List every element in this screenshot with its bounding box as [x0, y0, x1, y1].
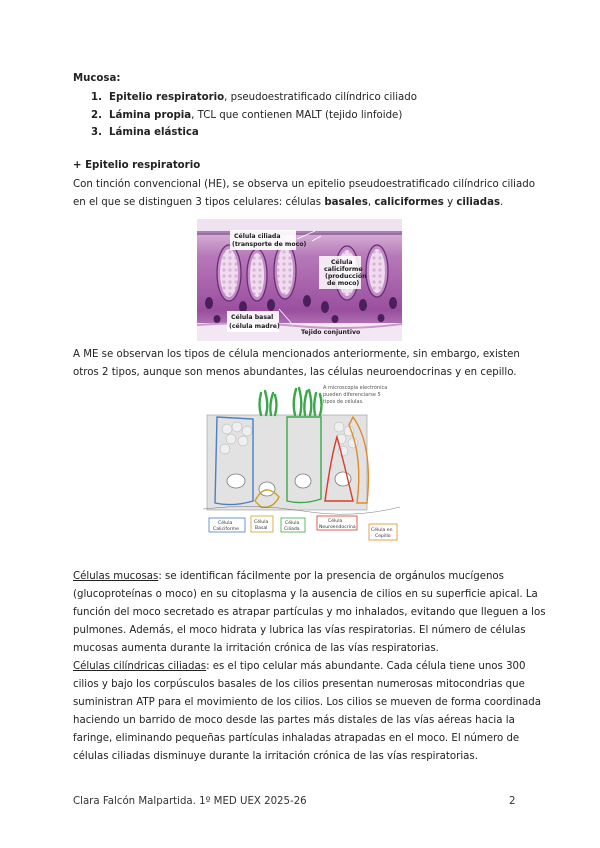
label-caliciforme: caliciforme [324, 266, 363, 273]
paragraph-line: suministran ATP para el movimiento de los cilios. Los cilios se mueven de forma coordinada [73, 697, 541, 708]
paragraph-line: otros 2 tipos, aunque son menos abundantes, las células neuroendocrinas y en cepillo. [73, 367, 517, 378]
label-celula-caliciforme: Célula [331, 259, 353, 266]
bold-term: ciliadas [456, 197, 501, 208]
label-em-caliciforme-2: Caliciforme [213, 527, 239, 532]
em-cell-diagram [203, 385, 400, 545]
label-em-ciliada-1: Célula [285, 521, 300, 526]
label-em-caliciforme-1: Célula [218, 521, 233, 526]
paragraph-line: mucosas aumenta durante la irritación crónica de las vías respiratorias. [73, 643, 439, 654]
list-number: 3. [91, 127, 102, 138]
label-em-basal-1: Célula [254, 520, 269, 525]
list-item [73, 124, 417, 142]
term-celulas-mucosas: Células mucosas [73, 571, 159, 582]
paragraph-line [73, 568, 504, 586]
text-span: : es el tipo celular más abundante. Cada célula tiene unos 300 [206, 661, 526, 672]
bold-term: caliciformes [374, 197, 444, 208]
paragraph-line: faringe, eliminando pequeñas partículas inhaladas atrapadas en el moco. El número de [73, 733, 520, 744]
paragraph-line: A ME se observan los tipos de célula mencionados anteriormente, sin embargo, existen [73, 349, 520, 360]
label-de-moco: de moco) [327, 280, 360, 287]
paragraph-line: células ciliadas disminuye durante la irritación crónica de las vías respiratorias. [73, 751, 478, 762]
text-span: en el que se distinguen 3 tipos celulares: células [73, 197, 325, 208]
label-em-ciliada-2: Ciliada [284, 527, 300, 532]
label-celula-basal: Célula basal [231, 314, 274, 321]
list-item [73, 89, 417, 107]
paragraph-line [73, 658, 526, 676]
text-span: , [367, 197, 375, 208]
label-produccion: (producción [325, 273, 367, 280]
paragraph-line: cilios y bajo los corpúsculos basales de los cilios presentan numerosas mitocondrias que [73, 679, 525, 690]
label-em-cepillo-1: Célula en [371, 528, 393, 533]
list-item-bold: Lámina propia [109, 109, 192, 121]
paragraph-line: haciendo un barrido de moco desde las partes más distales de las vías aéreas hacia la [73, 715, 515, 726]
list-number: 1. [91, 92, 102, 103]
label-em-cepillo-2: Cepillo [375, 534, 391, 539]
text-span: : se identifican fácilmente por la presencia de orgánulos mucígenos [158, 571, 504, 582]
paragraph-line: Con tinción convencional (HE), se observa un epitelio pseudoestratificado cilíndrico ciliado [73, 179, 535, 190]
mucosa-list [73, 89, 417, 142]
text-span: y [443, 197, 457, 208]
list-item-bold: Lámina elástica [109, 127, 199, 138]
footer-author: Clara Falcón Malpartida. 1º MED UEX 2025-26 [73, 796, 307, 807]
list-item-text: , pseudoestratificado cilíndrico ciliado [224, 92, 417, 103]
label-em-neuro-2: Neuroendocrina [319, 525, 356, 530]
label-celula-madre: (célula madre) [229, 323, 280, 330]
label-transporte-moco: (transporte de moco) [232, 241, 307, 248]
label-celula-ciliada: Célula ciliada [234, 233, 281, 240]
label-tejido-conjuntivo: Tejido conjuntivo [301, 329, 361, 336]
list-item-bold: Epitelio respiratorio [109, 92, 225, 103]
paragraph-line: función del moco secretado es atrapar partículas y mo inhalados, evitando que lleguen a los [73, 607, 546, 618]
em-note-line1: A microscopía electrónica [323, 385, 388, 391]
mucosa-heading: Mucosa: [73, 73, 121, 84]
list-item-text: , TCL que contienen MALT (tejido linfoide) [191, 109, 403, 121]
term-celulas-ciliadas: Células cilíndricas ciliadas [73, 661, 207, 672]
label-em-basal-2: Basal [255, 526, 268, 531]
paragraph-line: pulmones. Además, el moco hidrata y lubrica las vías respiratorias. El número de células [73, 625, 526, 636]
list-number: 2. [91, 109, 102, 121]
bold-term: basales [324, 197, 368, 208]
text-span: . [500, 197, 504, 208]
page-number: 2 [509, 796, 516, 807]
paragraph-line [73, 194, 503, 212]
em-note-line3: tipos de células. [323, 399, 364, 405]
histology-micrograph [197, 219, 402, 341]
paragraph-line: (glucoproteínas o moco) en su citoplasma y la ausencia de cilios en su superficie apical. La [73, 589, 538, 600]
section-heading: + Epitelio respiratorio [73, 160, 201, 171]
label-em-neuro-1: Célula [328, 519, 343, 524]
em-note-line2: pueden diferenciarse 5 [323, 392, 381, 398]
list-item [73, 107, 417, 125]
